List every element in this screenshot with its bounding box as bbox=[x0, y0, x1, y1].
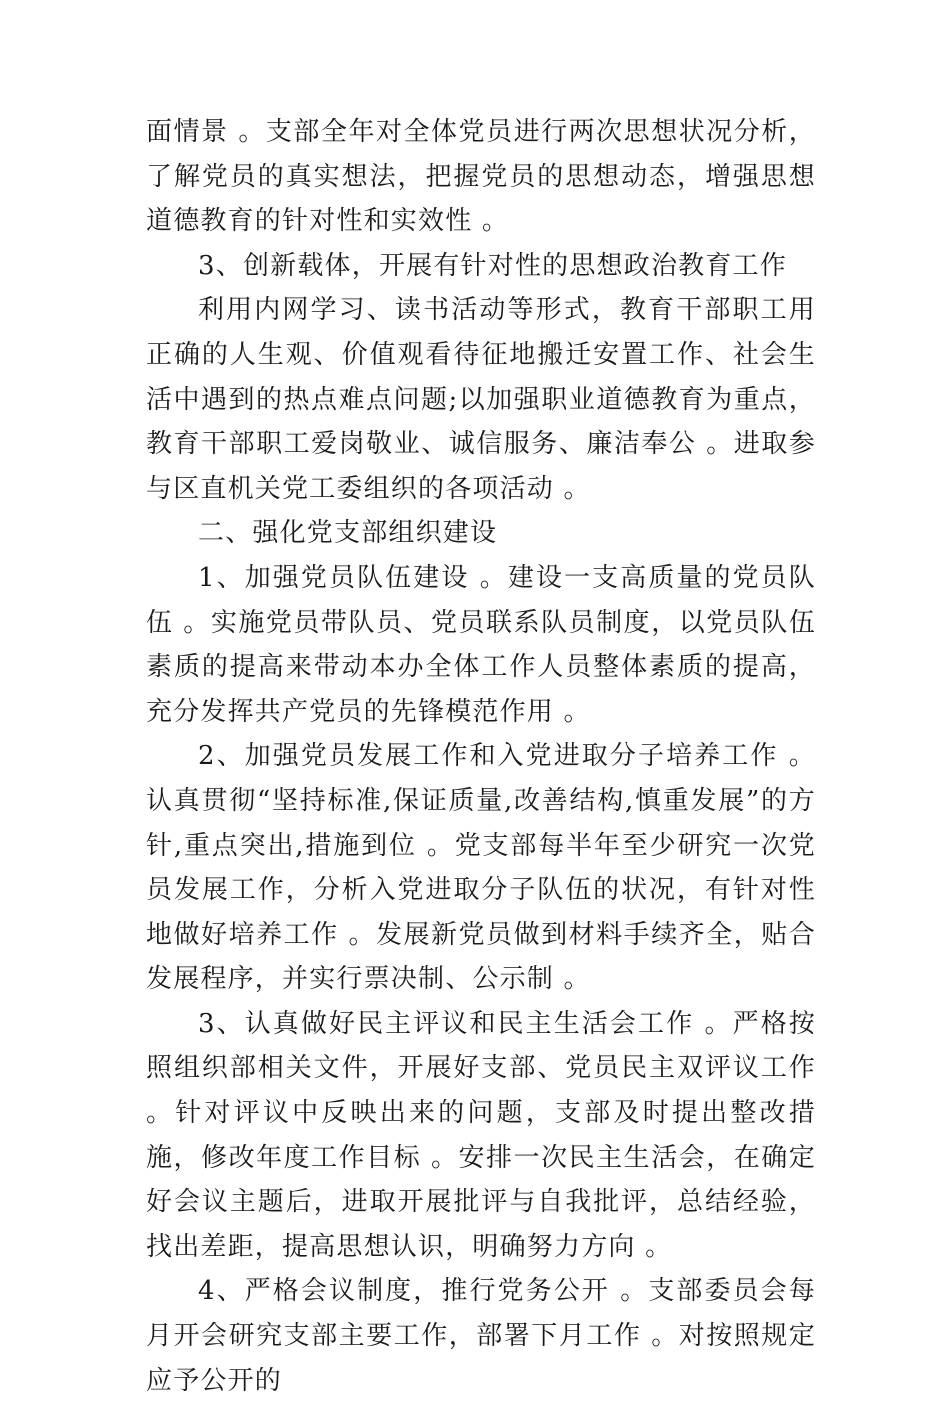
paragraph-item-2: 2、加强党员发展工作和入党进取分子培养工作 。认真贯彻“坚持标准,保证质量,改善结构,慎重发展”的方针,重点突出,措施到位 。党支部每半年至少研究一次党员发展工作，分析入党进取分子队伍的状况，有针对性地做好培养工作 。发展新党员做到材料手续齐全，贴合发展程序，并实行票决制、公示制 。 bbox=[146, 741, 816, 995]
paragraph-item-4: 4、严格会议制度，推行党务公开 。支部委员会每月开会研究支部主要工作，部署下月工作 。对按照规定应予公开的 bbox=[146, 1276, 816, 1396]
paragraph-item-3: 3、认真做好民主评议和民主生活会工作 。严格按照组织部相关文件，开展好支部、党员民主双评议工作 。针对评议中反映出来的问题，支部及时提出整改措施，修改年度工作目标 。安排一次民主生活会，在确定好会议主题后，进取开展批评与自我批评，总结经验，找出差距，提高思想认识，明确努力方向 。 bbox=[146, 1008, 816, 1262]
paragraph-item-1: 1、加强党员队伍建设 。建设一支高质量的党员队伍 。实施党员带队员、党员联系队员制度，以党员队伍素质的提高来带动本办全体工作人员整体素质的提高，充分发挥共产党员的先锋模范作用 。 bbox=[146, 562, 816, 727]
section-heading-3: 3、创新载体，开展有针对性的思想政治教育工作 bbox=[198, 250, 787, 281]
document-body bbox=[146, 110, 816, 1403]
paragraph-education: 利用内网学习、读书活动等形式，教育干部职工用正确的人生观、价值观看待征地搬迁安置工作、社会生活中遇到的热点难点问题;以加强职业道德教育为重点，教育干部职工爱岗敬业、诚信服务、廉洁奉公 。进取参与区直机关党工委组织的各项活动 。 bbox=[146, 295, 816, 504]
section-heading-2: 二、强化党支部组织建设 bbox=[198, 518, 498, 549]
paragraph-continuation: 面情景 。支部全年对全体党员进行两次思想状况分析，了解党员的真实想法，把握党员的思想动态，增强思想道德教育的针对性和实效性 。 bbox=[146, 117, 816, 237]
